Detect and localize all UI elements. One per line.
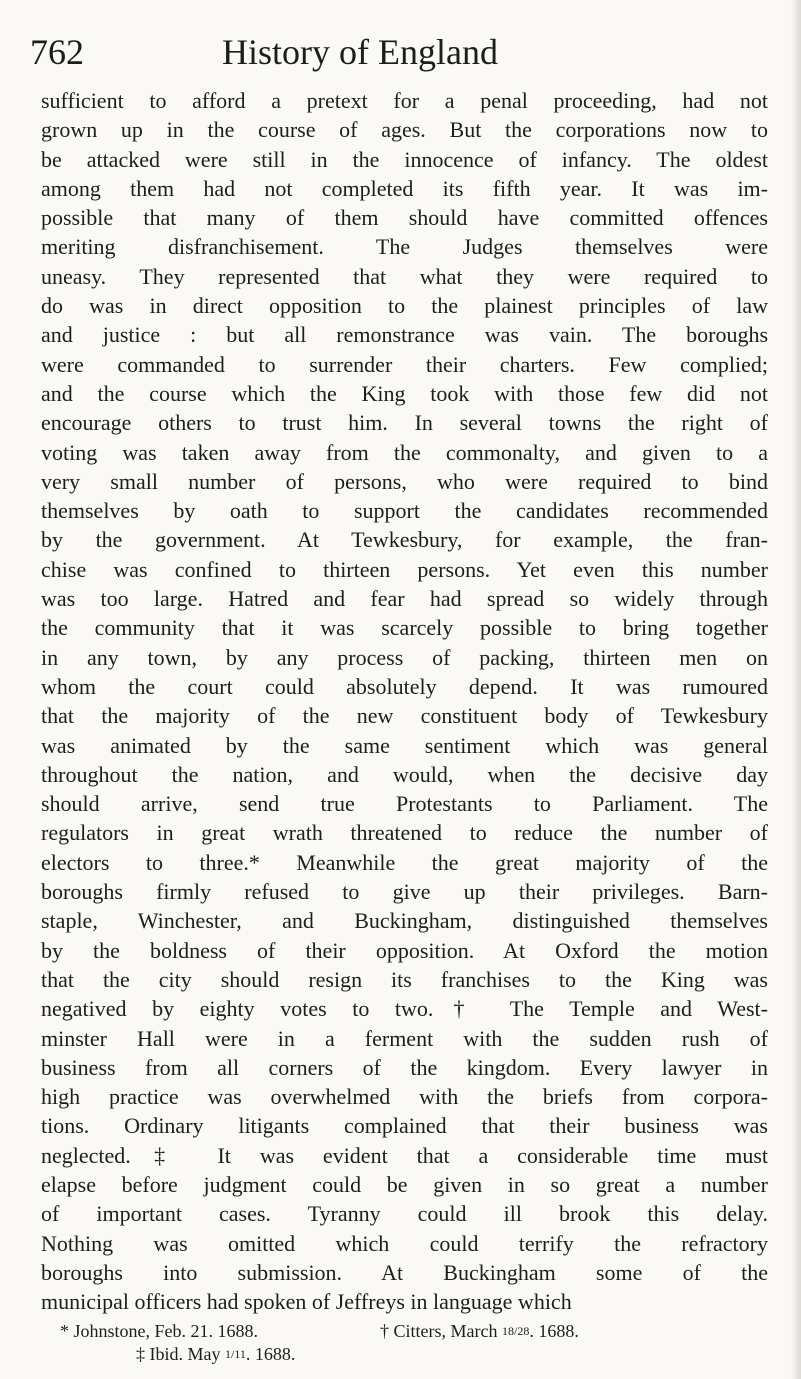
text-line: chise was confined to thirteen persons. Yet even this number (41, 556, 768, 582)
footnote-row-1 (60, 1320, 750, 1343)
text-line: should arrive, send true Protestants to Parliament. The (41, 791, 768, 817)
text-line: voting was taken away from the commonalty, and given to a (41, 439, 768, 465)
text-line: sufficient to afford a pretext for a penal proceeding, had not (41, 88, 768, 113)
page-edge-shadow (791, 0, 801, 1379)
text-line: regulators in great wrath threatened to reduce the number of (41, 820, 768, 846)
text-line: do was in direct opposition to the plainest principles of law (41, 293, 768, 319)
text-line: electors to three.* Meanwhile the great majority of the (41, 849, 768, 875)
running-title: History of England (222, 32, 498, 72)
footnote-citters (380, 1321, 579, 1341)
footnote-ibid-fraction: 1/11 (225, 1347, 246, 1361)
text-line: encourage others to trust him. In several towns the right of (41, 410, 768, 436)
text-line: and justice : but all remonstrance was vain. The boroughs (41, 322, 768, 348)
footnote-citters-text: † Citters, March (380, 1321, 502, 1341)
footnote-johnstone: * Johnstone, Feb. 21. 1688. (60, 1321, 258, 1341)
footnote-row-2 (60, 1343, 750, 1366)
text-line: themselves by oath to support the candidates recommended (41, 498, 768, 524)
text-line: meriting disfranchisement. The Judges themselves were (41, 234, 768, 260)
text-line: very small number of persons, who were required to bind (41, 468, 768, 494)
body-text (41, 86, 768, 1316)
text-line: negatived by eighty votes to two.† The Temple and West- (41, 996, 768, 1022)
footnote-ibid (60, 1343, 295, 1366)
text-line: boroughs firmly refused to give up their privileges. Barn- (41, 879, 768, 905)
text-line: in any town, by any process of packing, thirteen men on (41, 644, 768, 670)
text-line: Nothing was omitted which could terrify the refractory (41, 1230, 768, 1256)
text-line: boroughs into submission. At Buckingham some of the (41, 1259, 768, 1285)
text-line: possible that many of them should have committed offences (41, 205, 768, 231)
text-line: neglected.‡ It was evident that a considerable time must (41, 1142, 768, 1168)
text-line: business from all corners of the kingdom. Every lawyer in (41, 1054, 768, 1080)
footnotes (60, 1320, 750, 1366)
text-line: and the course which the King took with those few did not (41, 380, 768, 406)
footnote-citters-year: . 1688. (529, 1321, 579, 1341)
text-line: by the government. At Tewkesbury, for example, the fran- (41, 527, 768, 553)
text-line: elapse before judgment could be given in so great a number (41, 1171, 768, 1197)
text-line: staple, Winchester, and Buckingham, distinguished themselves (41, 908, 768, 934)
text-line: be attacked were still in the innocence of infancy. The oldest (41, 146, 768, 172)
text-line: high practice was overwhelmed with the briefs from corpora- (41, 1084, 768, 1110)
text-line: that the city should resign its franchises to the King was (41, 966, 768, 992)
footnote-ibid-year: . 1688. (245, 1344, 296, 1364)
text-line: of important cases. Tyranny could ill brook this delay. (41, 1201, 768, 1227)
page-number: 762 (30, 32, 84, 72)
text-line: municipal officers had spoken of Jeffreys in language which (41, 1289, 572, 1315)
text-line: by the boldness of their opposition. At Oxford the motion (41, 937, 768, 963)
text-line: was animated by the same sentiment which was general (41, 732, 768, 758)
text-line: throughout the nation, and would, when the decisive day (41, 761, 768, 787)
footnote-citters-fraction: 18/28 (501, 1324, 530, 1338)
text-line: whom the court could absolutely depend. It was rumoured (41, 673, 768, 699)
text-line: grown up in the course of ages. But the corporations now to (41, 117, 768, 143)
text-line: minster Hall were in a ferment with the sudden rush of (41, 1025, 768, 1051)
text-line: tions. Ordinary litigants complained that their business was (41, 1113, 768, 1139)
text-line: were commanded to surrender their charters. Few complied; (41, 351, 768, 377)
text-line: among them had not completed its fifth year. It was im- (41, 175, 768, 201)
page-header (30, 30, 770, 74)
text-line: the community that it was scarcely possible to bring together (41, 615, 768, 641)
text-line: that the majority of the new constituent body of Tewkesbury (41, 703, 768, 729)
text-line: was too large. Hatred and fear had spread so widely through (41, 586, 768, 612)
footnote-ibid-text: ‡ Ibid. May (136, 1344, 225, 1364)
text-line: uneasy. They represented that what they were required to (41, 263, 768, 289)
